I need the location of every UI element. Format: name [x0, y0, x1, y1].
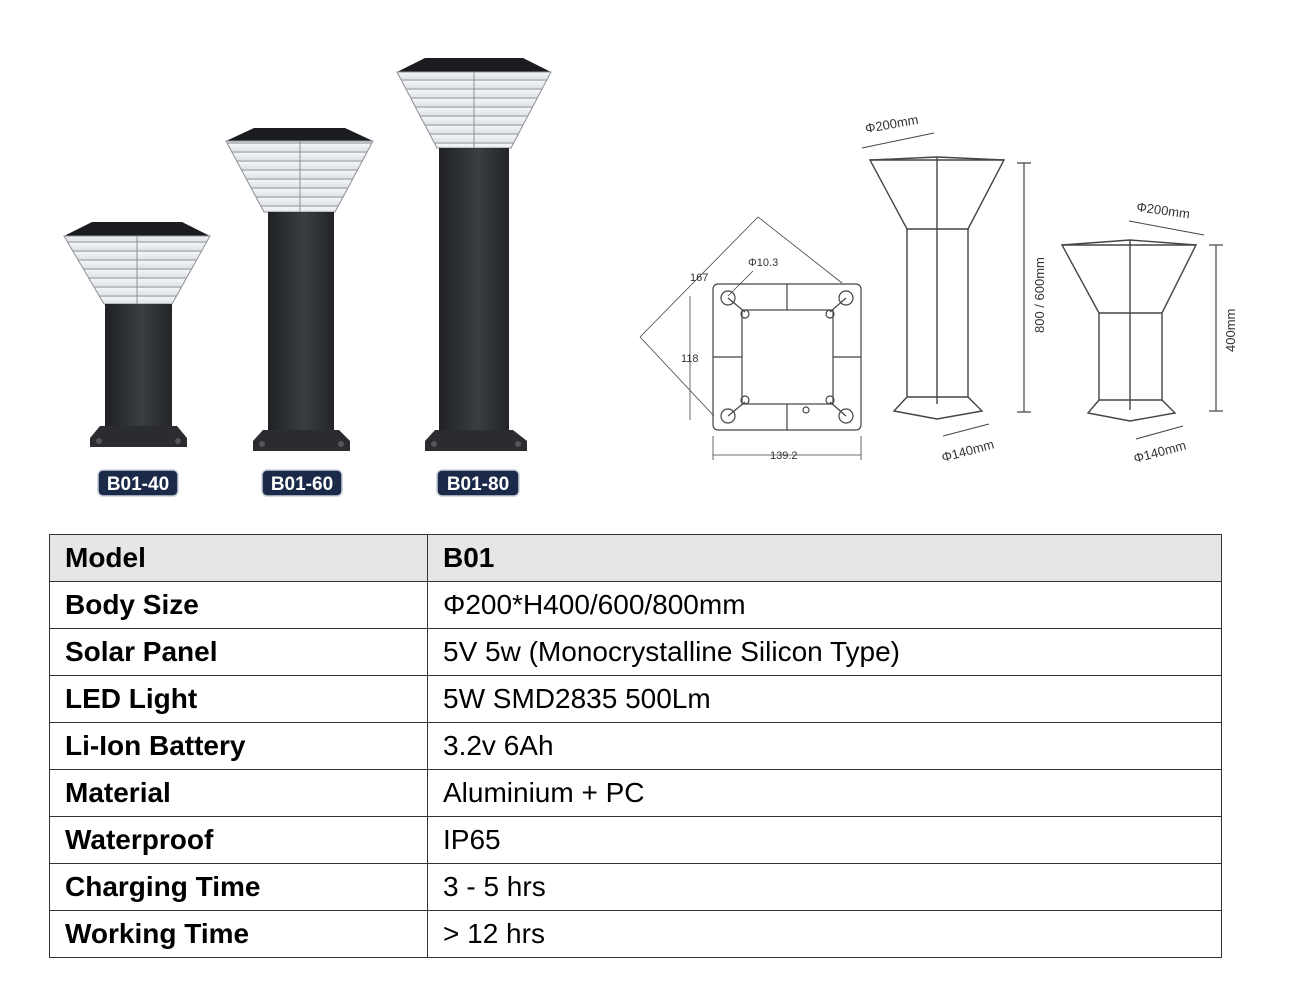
row-key: Charging Time [50, 864, 428, 911]
spec-table [49, 534, 1222, 958]
short-post-drawing [1062, 221, 1223, 439]
tall-base-dim: Φ140mm [939, 436, 996, 465]
row-value: 3.2v 6Ah [428, 723, 1222, 770]
table-row [50, 676, 1222, 723]
lamp-base [90, 426, 187, 447]
table-row [50, 911, 1222, 958]
dim-hole: Φ10.3 [748, 257, 779, 269]
solar-panel [64, 222, 210, 236]
solar-panel [226, 128, 373, 141]
dim-width: 139.2 [770, 450, 798, 462]
base-plate-drawing [640, 217, 861, 460]
table-row [50, 770, 1222, 817]
row-value: 5V 5w (Monocrystalline Silicon Type) [428, 629, 1222, 676]
model-label-80: B01-80 [446, 474, 510, 495]
table-row [50, 817, 1222, 864]
table-row [50, 629, 1222, 676]
table-row [50, 582, 1222, 629]
row-key: Li-Ion Battery [50, 723, 428, 770]
tall-post-drawing [862, 133, 1031, 436]
row-value: > 12 hrs [428, 911, 1222, 958]
row-key: Body Size [50, 582, 428, 629]
lamp-base [425, 430, 527, 451]
tall-top-dim: Φ200mm [863, 111, 920, 136]
row-key: Solar Panel [50, 629, 428, 676]
row-key: Material [50, 770, 428, 817]
short-base-dim: Φ140mm [1131, 437, 1188, 466]
short-top-dim: Φ200mm [1135, 199, 1191, 222]
lamp-post [439, 148, 509, 430]
solar-panel [397, 58, 551, 72]
model-label-60: B01-60 [270, 474, 334, 495]
row-value: 5W SMD2835 500Lm [428, 676, 1222, 723]
row-value: 3 - 5 hrs [428, 864, 1222, 911]
tall-height-dim: 800 / 600mm [1032, 257, 1047, 333]
lamp-b01-40 [64, 222, 210, 496]
header-value: B01 [428, 535, 1222, 582]
header-key: Model [50, 535, 428, 582]
table-row [50, 864, 1222, 911]
row-key: Working Time [50, 911, 428, 958]
dim-side: 118 [681, 353, 699, 365]
table-header-row [50, 535, 1222, 582]
row-key: LED Light [50, 676, 428, 723]
row-value: Φ200*H400/600/800mm [428, 582, 1222, 629]
row-value: IP65 [428, 817, 1222, 864]
lamp-b01-60 [226, 128, 373, 496]
row-key: Waterproof [50, 817, 428, 864]
lamp-base [253, 430, 350, 451]
lamp-b01-80 [397, 58, 551, 496]
lamp-post [105, 304, 172, 426]
lamp-post [268, 212, 334, 430]
dim-diagonal: 167 [690, 272, 709, 284]
row-value: Aluminium + PC [428, 770, 1222, 817]
model-label-40: B01-40 [106, 474, 170, 495]
short-height-dim: 400mm [1223, 308, 1238, 352]
table-row [50, 723, 1222, 770]
